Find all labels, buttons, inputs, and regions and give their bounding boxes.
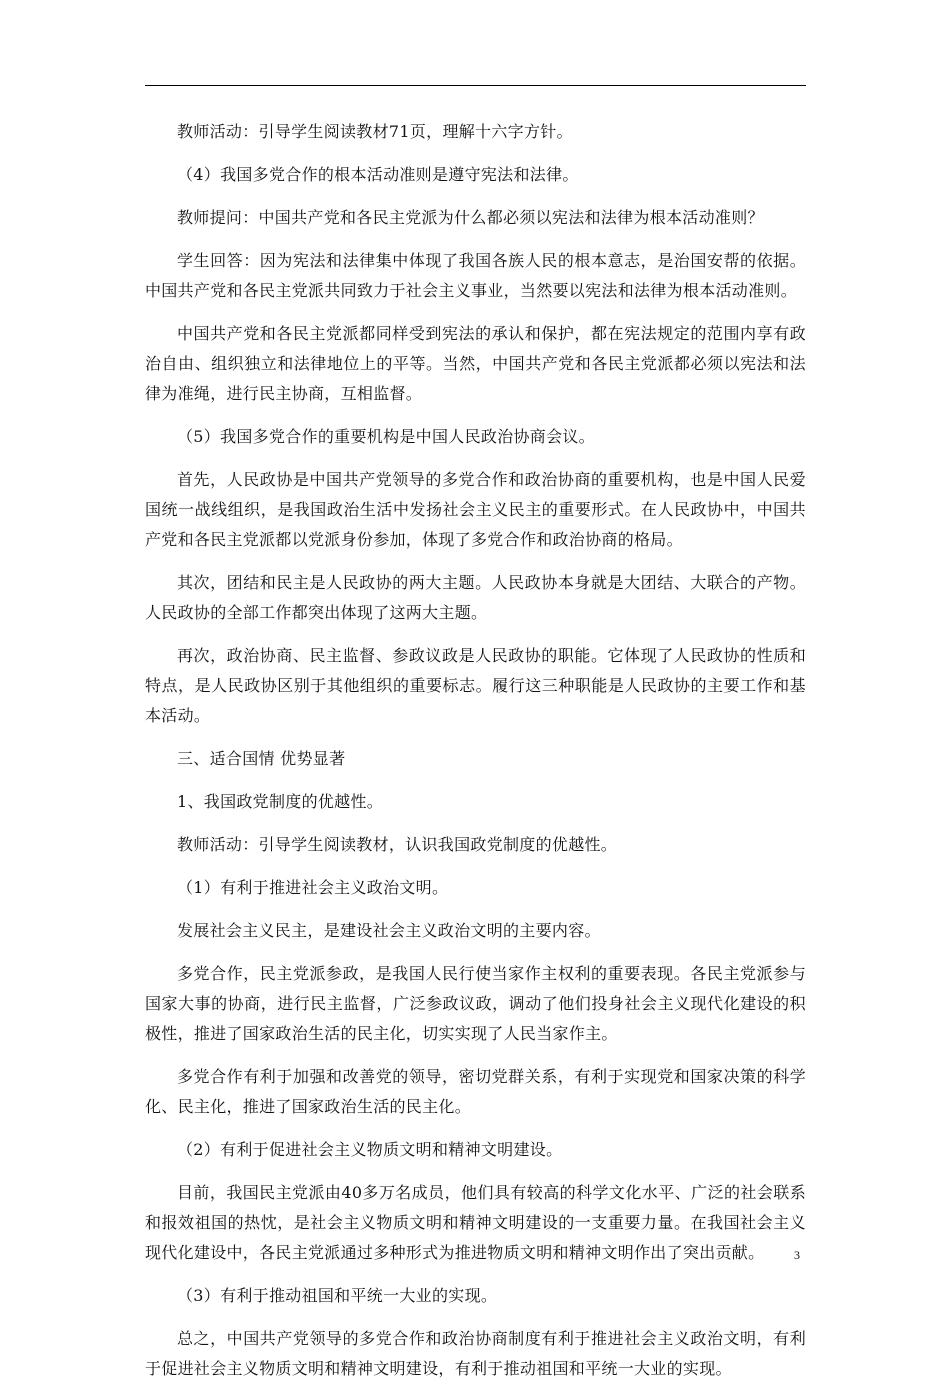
paragraph: 中国共产党和各民主党派都同样受到宪法的承认和保护，都在宪法规定的范围内享有政治自由、组织独立和法律地位上的平等。当然，中国共产党和各民主党派都必须以宪法和法律为准绳，进行民主协商，互相监督。	[145, 324, 806, 403]
paragraph: （2）有利于促进社会主义物质文明和精神文明建设。	[177, 1140, 563, 1159]
paragraph: （4）我国多党合作的根本活动准则是遵守宪法和法律。	[177, 165, 579, 184]
paragraph: 首先，人民政协是中国共产党领导的多党合作和政治协商的重要机构，也是中国人民爱国统一战线组织，是我国政治生活中发扬社会主义民主的重要形式。在人民政协中，中国共产党和各民主党派都以党派身份参加，体现了多党合作和政治协商的格局。	[145, 470, 806, 549]
paragraph: 教师活动：引导学生阅读教材71页，理解十六字方针。	[177, 122, 573, 141]
paragraph: 学生回答：因为宪法和法律集中体现了我国各族人民的根本意志，是治国安帮的依据。中国共产党和各民主党派共同致力于社会主义事业，当然要以宪法和法律为根本活动准则。	[145, 251, 806, 300]
paragraph: 教师提问：中国共产党和各民主党派为什么都必须以宪法和法律为根本活动准则？	[177, 208, 764, 227]
document-body	[145, 117, 806, 1397]
paragraph: 多党合作有利于加强和改善党的领导，密切党群关系，有利于实现党和国家决策的科学化、民主化，推进了国家政治生活的民主化。	[145, 1067, 806, 1116]
paragraph: 多党合作，民主党派参政，是我国人民行使当家作主权利的重要表现。各民主党派参与国家大事的协商，进行民主监督，广泛参政议政，调动了他们投身社会主义现代化建设的积极性，推进了国家政治生活的民主化，切实实现了人民当家作主。	[145, 964, 806, 1043]
paragraph: 1、我国政党制度的优越性。	[177, 792, 384, 811]
paragraph: （1）有利于推进社会主义政治文明。	[177, 878, 449, 897]
paragraph: （5）我国多党合作的重要机构是中国人民政治协商会议。	[177, 427, 595, 446]
header-rule	[145, 85, 806, 86]
paragraph: 教师活动：引导学生阅读教材，认识我国政党制度的优越性。	[177, 835, 618, 854]
paragraph: 其次，团结和民主是人民政协的两大主题。人民政协本身就是大团结、大联合的产物。人民政协的全部工作都突出体现了这两大主题。	[145, 573, 806, 622]
section-heading: 三、适合国情 优势显著	[177, 749, 346, 768]
paragraph: 目前，我国民主党派由40多万名成员，他们具有较高的科学文化水平、广泛的社会联系和报效祖国的热忱，是社会主义物质文明和精神文明建设的一支重要力量。在我国社会主义现代化建设中，各民主党派通过多种形式为推进物质文明和精神文明作出了突出贡献。	[145, 1183, 806, 1262]
page-number: 3	[794, 1248, 800, 1262]
paragraph: 发展社会主义民主，是建设社会主义政治文明的主要内容。	[177, 921, 601, 940]
paragraph: 总之，中国共产党领导的多党合作和政治协商制度有利于推进社会主义政治文明，有利于促进社会主义物质文明和精神文明建设，有利于推动祖国和平统一大业的实现。	[145, 1329, 806, 1378]
paragraph: 再次，政治协商、民主监督、参政议政是人民政协的职能。它体现了人民政协的性质和特点，是人民政协区别于其他组织的重要标志。履行这三种职能是人民政协的主要工作和基本活动。	[145, 646, 806, 725]
paragraph: （3）有利于推动祖国和平统一大业的实现。	[177, 1286, 498, 1305]
